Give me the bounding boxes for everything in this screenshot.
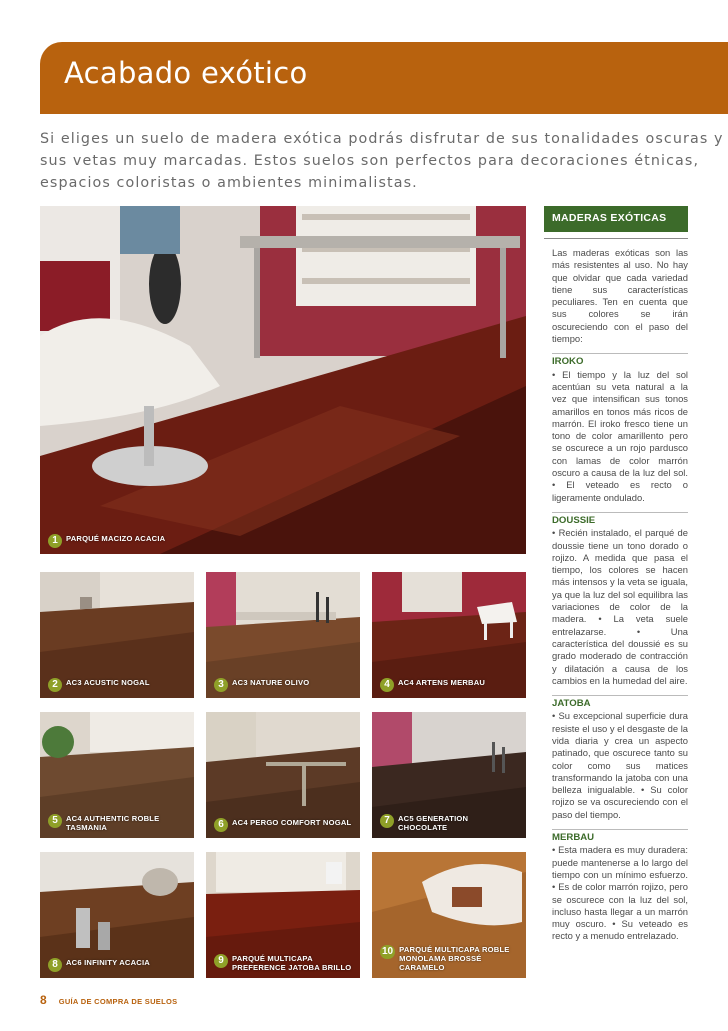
photo-number-badge: 2 <box>48 678 62 692</box>
photo-label: AC4 ARTENS MERBAU <box>398 678 486 687</box>
photo-number-badge: 7 <box>380 814 394 828</box>
photo-caption <box>48 534 165 548</box>
photo-label: PARQUÉ MULTICAPA PREFERENCE JATOBA BRILLO <box>232 954 352 972</box>
photo-caption <box>48 678 150 692</box>
photo-number-badge: 6 <box>214 818 228 832</box>
photo-9 <box>206 852 360 978</box>
section-banner <box>40 42 728 114</box>
photo-label: PARQUÉ MULTICAPA ROBLE MONOLAMA BROSSÉ CARAMELO <box>399 945 510 972</box>
section-title-iroko: IROKO <box>552 353 688 368</box>
room-photo-1 <box>40 206 526 554</box>
photo-7 <box>372 712 526 838</box>
photo-label: AC5 GENERATION CHOCOLATE <box>398 814 469 832</box>
photo-caption <box>214 818 351 832</box>
section-text-jatoba: • Su excepcional superficie dura resiste el uso y el desgaste de la vida diaria y crea un aspecto patinado, que oscurece tanto su color como sus matices transformando la jatoba con una belleza inigualable. • Su color rojizo se va oscureciendo con el paso del tiempo. <box>552 710 689 820</box>
sidebar-title: MADERAS EXÓTICAS <box>544 206 688 232</box>
photo-number-badge: 4 <box>380 678 394 692</box>
photo-number-badge: 10 <box>382 946 394 957</box>
photo-number-badge: 8 <box>48 958 62 972</box>
section-text-doussie: • Recién instalado, el parqué de doussie tiene un tono dorado o rojizo. A medida que pasa el tiempo, los colores se hacen más intensos y la veta se iguala, ya que la luz del sol equilibra las variaciones de color de la madera. • La veta suele entrelazarse. • Una característica del doussié es su grado moderado de contracción y dilatación a causa de los cambios en la humedad del aire. <box>552 527 688 686</box>
section-text-merbau: • Esta madera es muy duradera: puede mantenerse a lo largo del tiempo con un mínimo esfuerzo. • Es de color marrón rojizo, pero se oscurece con la luz del sol, incluso hasta llegar a un marrón muy oscuro. • Su veteado es recto y a menudo entrelazado. <box>552 844 688 942</box>
sidebar-exotic-woods <box>544 206 688 943</box>
photo-number-badge: 9 <box>214 954 228 968</box>
photo-caption <box>380 945 519 972</box>
section-title-doussie: DOUSSIE <box>552 512 688 527</box>
photo-2 <box>40 572 194 698</box>
section-text-iroko: • El tiempo y la luz del sol acentúan su veta natural a la vez que intensifican sus tonos amarillos en tonos más ricos de marrón. El iroko fresco tiene un tono de color amarillento pero se oscurece a un rojo pardusco con lamas de color marrón oscuro a causa de la luz del sol. • El veteado es recto o ligeramente ondulado. <box>552 368 688 503</box>
photo-6 <box>206 712 360 838</box>
photo-number-badge: 5 <box>48 814 62 828</box>
photo-caption <box>48 814 186 832</box>
photo-label: AC3 ACUSTIC NOGAL <box>66 678 150 687</box>
section-title-merbau: MERBAU <box>552 829 688 844</box>
photo-label: AC6 INFINITY ACACIA <box>66 958 150 967</box>
photo-label: AC3 NATURE OLIVO <box>232 678 310 687</box>
divider <box>544 238 688 239</box>
page-footer <box>40 993 177 1007</box>
photo-caption <box>380 814 518 832</box>
footer-label: GUÍA DE COMPRA DE SUELOS <box>58 997 178 1006</box>
photo-1 <box>40 206 526 554</box>
photo-number-badge: 3 <box>214 678 228 692</box>
photo-number-badge: 1 <box>48 534 62 548</box>
photo-caption <box>380 678 485 692</box>
photo-caption <box>214 954 352 972</box>
photo-4 <box>372 572 526 698</box>
photo-8 <box>40 852 194 978</box>
photo-3 <box>206 572 360 698</box>
photo-label: AC4 AUTHENTIC ROBLE TASMANIA <box>66 814 160 832</box>
photo-label: AC4 PERGO COMFORT NOGAL <box>232 818 352 827</box>
photo-label: PARQUÉ MACIZO ACACIA <box>66 534 166 543</box>
photo-caption <box>48 958 150 972</box>
photo-10 <box>372 852 526 978</box>
sidebar-intro: Las maderas exóticas son las más resistentes al uso. No hay que olvidar que cada variedad tiene sus características peculiares. Ten en cuenta que sus colores se irán oscureciendo con el paso del tiempo: <box>552 247 688 345</box>
section-title-jatoba: JATOBA <box>552 695 688 710</box>
sidebar-body <box>544 247 688 943</box>
page-title: Acabado exótico <box>64 56 308 90</box>
page-number: 8 <box>40 993 47 1007</box>
photo-caption <box>214 678 309 692</box>
photo-5 <box>40 712 194 838</box>
intro-paragraph: Si eliges un suelo de madera exótica podrás disfrutar de sus tonalidades oscuras y sus vetas muy marcadas. Estos suelos son perfectos para decoraciones étnicas, espacios coloristas o ambientes minimalistas. <box>40 131 724 191</box>
